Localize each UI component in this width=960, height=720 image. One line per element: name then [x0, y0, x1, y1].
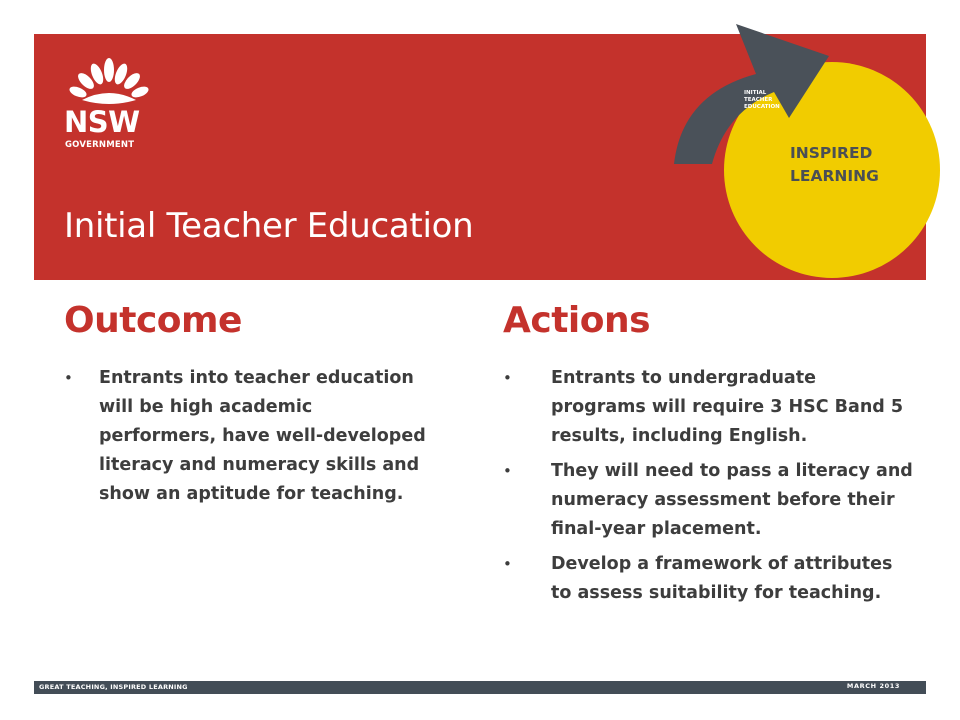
action-item [503, 364, 913, 451]
action-item-text: They will need to pass a literacy and numeracy assessment before their final-year placement. [551, 461, 913, 539]
arrow-label-line: EDUCATION [744, 104, 780, 110]
action-item-text: Develop a framework of attributes to assess suitability for teaching. [551, 554, 893, 603]
bullet-icon: • [503, 555, 512, 573]
outcome-heading: Outcome [64, 300, 242, 341]
actions-list [503, 364, 913, 608]
footer-bar [34, 681, 926, 694]
actions-heading: Actions [503, 300, 651, 341]
logo-wordmark: NSW [64, 105, 140, 139]
bullet-icon: • [64, 369, 73, 387]
arrow-label-line: INITIAL [744, 90, 767, 96]
arrow-label-line: TEACHER [744, 97, 773, 103]
circle-label [790, 142, 920, 188]
footer-date: MARCH 2013 [846, 682, 900, 690]
circle-label-line: LEARNING [790, 167, 879, 185]
logo-subtitle: GOVERNMENT [65, 140, 135, 150]
outcome-list [64, 364, 434, 509]
footer-tagline: GREAT TEACHING, INSPIRED LEARNING [39, 683, 188, 691]
waratah-icon [64, 56, 154, 106]
nsw-government-logo [64, 56, 154, 156]
action-item [503, 550, 913, 608]
arrow-label [744, 90, 804, 111]
header-banner [34, 34, 926, 280]
page-title: Initial Teacher Education [64, 206, 474, 246]
outcome-section [64, 298, 434, 515]
outcome-item [64, 364, 434, 509]
outcome-item-text: Entrants into teacher education will be high academic performers, have well-developed literacy and numeracy skills and show an aptitude for teaching. [99, 368, 426, 504]
circle-label-line: INSPIRED [790, 144, 873, 162]
bullet-icon: • [503, 462, 512, 480]
bullet-icon: • [503, 369, 512, 387]
actions-section [503, 298, 913, 614]
action-item [503, 457, 913, 544]
action-item-text: Entrants to undergraduate programs will require 3 HSC Band 5 results, including English. [551, 368, 904, 446]
inspired-learning-graphic [664, 34, 960, 334]
